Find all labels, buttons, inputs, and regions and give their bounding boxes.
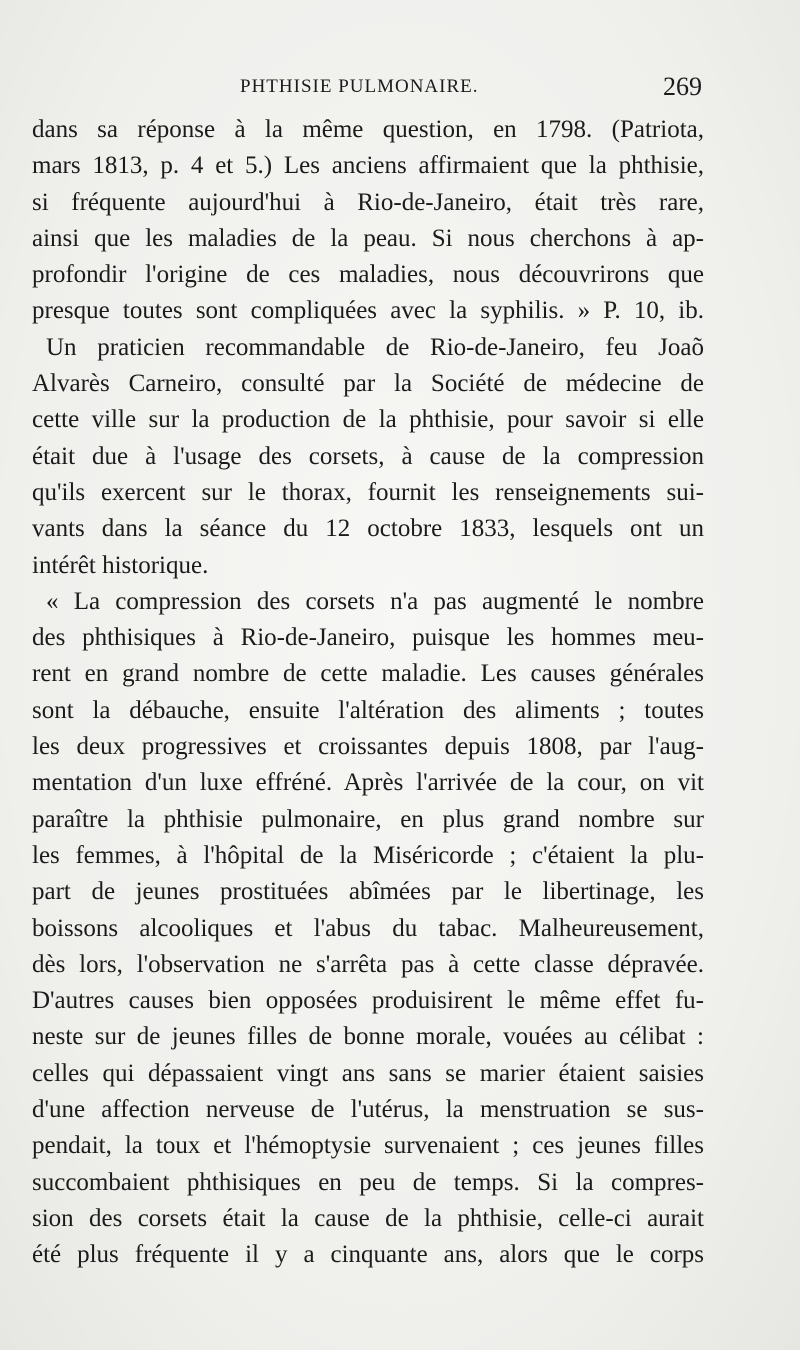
text-line: d'une affection nerveuse de l'utérus, la menstruation se sus-: [32, 1096, 704, 1124]
bottom-margin: [0, 1270, 800, 1350]
paragraph-2: [32, 330, 704, 584]
text-line: « La compression des corsets n'a pas augmenté le nombre: [46, 587, 704, 615]
text-line: les deux progressives et croissantes depuis 1808, par l'aug-: [32, 733, 704, 761]
text-line: Un praticien recommandable de Rio-de-Janeiro, feu Joaõ: [46, 333, 704, 361]
text-line: mars 1813, p. 4 et 5.) Les anciens affirmaient que la phthisie,: [32, 152, 704, 180]
text-line: qu'ils exercent sur le thorax, fournit les renseignements sui-: [32, 478, 704, 506]
text-line: les femmes, à l'hôpital de la Miséricorde ; c'étaient la plu-: [32, 841, 704, 869]
text-line: sion des corsets était la cause de la phthisie, celle-ci aurait: [32, 1204, 704, 1232]
text-line: presque toutes sont compliquées avec la syphilis. » P. 10, ib.: [32, 297, 704, 325]
running-head: PHTHISIE PULMONAIRE.: [240, 76, 479, 97]
page-number: 269: [663, 72, 702, 101]
text-line: si fréquente aujourd'hui à Rio-de-Janeiro, était très rare,: [32, 188, 704, 216]
text-line: des phthisiques à Rio-de-Janeiro, puisque les hommes meu-: [32, 624, 704, 652]
text-line: été plus fréquente il y a cinquante ans, alors que le corps: [32, 1241, 704, 1269]
text-line: était due à l'usage des corsets, à cause de la compression: [32, 442, 704, 470]
paragraph-1: [32, 112, 704, 330]
page-header: [30, 72, 702, 108]
text-line: part de jeunes prostituées abîmées par le libertinage, les: [32, 878, 704, 906]
text-line: dans sa réponse à la même question, en 1798. (Patriota,: [32, 116, 704, 143]
text-line: Alvarès Carneiro, consulté par la Société de médecine de: [32, 370, 704, 398]
text-line: succombaient phthisiques en peu de temps. Si la compres-: [32, 1168, 704, 1196]
text-line: profondir l'origine de ces maladies, nous découvrirons que: [32, 261, 704, 289]
text-line: intérêt historique.: [32, 551, 209, 579]
text-line: cette ville sur la production de la phthisie, pour savoir si elle: [32, 406, 704, 434]
text-line: sont la débauche, ensuite l'altération des aliments ; toutes: [32, 696, 704, 724]
text-line: dès lors, l'observation ne s'arrêta pas à cette classe dépravée.: [32, 950, 704, 978]
text-line: D'autres causes bien opposées produisirent le même effet fu-: [32, 987, 704, 1015]
text-line: celles qui dépassaient vingt ans sans se marier étaient saisies: [32, 1059, 704, 1087]
text-line: neste sur de jeunes filles de bonne morale, vouées au célibat :: [32, 1023, 704, 1051]
text-line: pendait, la toux et l'hémoptysie survenaient ; ces jeunes filles: [32, 1132, 704, 1160]
text-line: rent en grand nombre de cette maladie. Les causes générales: [32, 660, 704, 688]
body-text: [32, 112, 704, 1274]
text-line: vants dans la séance du 12 octobre 1833, lesquels ont un: [32, 515, 704, 543]
text-line: ainsi que les maladies de la peau. Si nous cherchons à ap-: [32, 224, 704, 252]
text-line: mentation d'un luxe effréné. Après l'arrivée de la cour, on vit: [32, 769, 704, 797]
text-line: boissons alcooliques et l'abus du tabac. Malheureusement,: [32, 914, 704, 942]
paragraph-3: [32, 584, 704, 1274]
text-line: paraître la phthisie pulmonaire, en plus grand nombre sur: [32, 805, 704, 833]
